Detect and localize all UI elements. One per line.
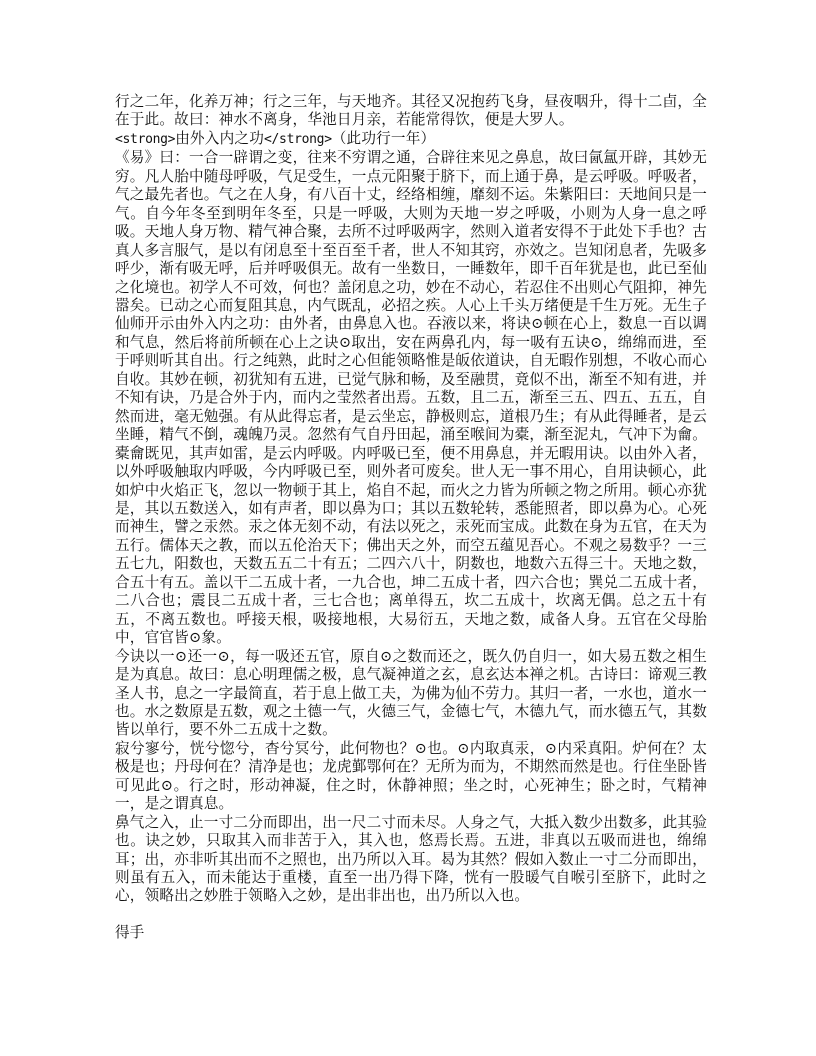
document-page [115,93,707,943]
paragraph-true-breath: 今诀以一⊙还一⊙，每一吸还五官，原自⊙之数而还之，既久仍自归一，如大易五数之相生是为真息。故曰：息心明理儒之极，息气凝神道之玄，息玄达本禅之机。古诗曰：谛观三教圣人书，息之一字最简直，若于息上做工夫，为佛为仙不劳力。其归一者，一水也，道水一也。水之数原是五数，观之土德一气，火德三气，金德七气，木德九气，而水德五气，其数皆以单行，要不外二五成十之数。 [115,647,707,739]
strong-open-tag: <strong> [115,131,176,147]
blank-line [115,906,707,924]
paragraph-nose-breath: 鼻气之入，止一寸二分而即出，出一尺二寸而未尽。人身之气，大抵入数少出数多，此其验也。诀之妙，只取其入而非苦于入，其入也，悠焉长焉。五进，非真以五吸而进也，绵绵耳；出，亦非听其出而不之照也，出乃所以入耳。曷为其然？假如入数止一寸二分而即出，则虽有五入，而未能达于重楼，直至一出乃得下降，恍有一股暖气自喉引至脐下，此时之心，领略出之妙胜于领略入之妙，是出非出也，出乃所以入也。 [115,813,707,905]
strong-close-tag: </strong> [263,131,332,147]
section-heading-note: （此功行一年） [331,129,436,147]
section-label-dedou: 得手 [115,924,145,942]
paragraph-practice-years: 行之二年，化养万神；行之三年，与天地齐。其径又况抱药飞身，昼夜咽升，得十二卣，全在于此。故曰：神水不离身，华池日月亲，若能常得饮，便是大罗人。 [115,93,707,129]
paragraph-silence-stillness: 寂兮寥兮，恍兮惚兮，杳兮冥兮，此何物也？⊙也。⊙内取真汞，⊙内采真阳。炉何在？太极是也；丹母何在？清净是也；龙虎鄞鄂何在？无所为而为，不期然而然是也。行住坐卧皆可见此⊙。行之时，形动神凝，住之时，休静神照；坐之时，心死神生；卧之时，气精神一，是之谓真息。 [115,739,707,813]
section-heading [115,130,707,149]
paragraph-yijing-breathing: 《易》曰：一合一辟谓之变，往来不穷谓之通，合辟往来见之鼻息，故曰氤氲开辟，其妙无穷。凡人胎中随母呼吸，气足受生，一点元阳聚于脐下，而上通于鼻，是云呼吸。呼吸者，气之最先者也。气之在人身，有八百十丈，经络相缠，靡刻不运。朱紫阳曰：天地间只是一气。自今年冬至到明年冬至，只是一呼吸，大则为天地一岁之呼吸，小则为人身一息之呼吸。天地人身万物、精气神合聚，去所不过呼吸两字，然则入道者安得不于此处下手也？古真人多言服气，是以有闭息至十至百至千者，世人不知其窍，亦效之。岂知闭息者，先吸多呼少，渐有吸无呼，后并呼吸俱无。故有一坐数日，一睡数年，即千百年犹是也，此已至仙之化境也。初学人不可效，何也？盖闭息之功，妙在不动心，若忍住不出则心气阻抑，神先嚣矣。已动之心而复阻其息，内气既乱，必招之疾。人心上千头万绪便是千生万死。无生子仙师开示由外入内之功：由外者，由鼻息入也。吞液以来，将诀⊙顿在心上，数息一百以调和气息，然后将前所顿在心上之诀⊙取出，安在两鼻孔内，每一吸有五诀⊙，绵绵而进，至于呼则听其自出。行之纯熟，此时之心但能领略惟是皈依道诀，自无暇作别想，不收心而心自收。其妙在顿，初犹知有五进，已觉气脉和畅，及至融贯，竟似不出，渐至不知有进，并不知有诀，乃是合外于内，而内之莹然者出焉。五数，且二五，渐至三五、四五、五五，自然而进，毫无勉强。有从此得忘者，是云坐忘，静极则忘，道根乃生；有从此得睡者，是云坐睡，精气不倒，魂魄乃灵。忽然有气自丹田起，涌至喉间为橐，渐至泥丸，气冲下为龠。橐龠既见，其声如雷，是云内呼吸。内呼吸已至，便不用鼻息，并无暇用诀。以由外入者，以外呼吸触取内呼吸，今内呼吸已至，则外者可废矣。世人无一事不用心，自用诀顿心，此如炉中火焰正飞，忽以一物顿于其上，焰自不起，而火之力皆为所顿之物之所用。顿心亦犹是，其以五数送入，如有声者，即以鼻为口；其以五数轮转，悉能照者，即以鼻为心。心死而神生，譬之汞然。汞之体无刻不动，有法以死之，汞死而宝成。此数在身为五官，在天为五行。儒体天之教，而以五伦治天下；佛出天之外，而空五蕴见吾心。不观之易数乎？一三五七九，阳数也，天数五五二十有五；二四六八十，阴数也，地数六五得三十。天地之数，合五十有五。盖以干二五成十者，一九合也，坤二五成十者，四六合也；巽兑二五成十者，二八合也；震艮二五成十者，三七合也；离单得五，坎二五成十，坎离无偶。总之五十有五，不离五数也。呼接天根，吸接地根，大易衍五，天地之数，咸备人身。五官在父母胎中，官官皆⊙象。 [115,149,707,647]
section-heading-text: 由外入内之功 [175,129,264,147]
